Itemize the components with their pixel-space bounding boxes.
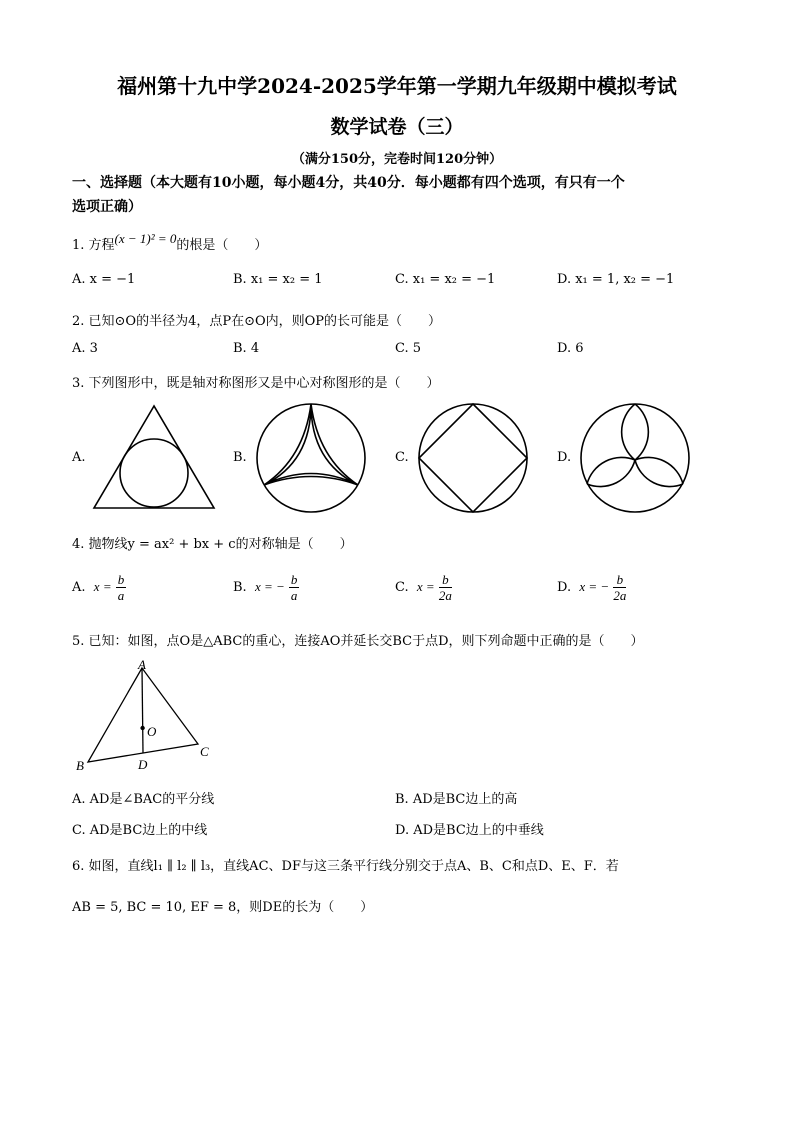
q1-equation: (x − 1)² = 0 (114, 231, 177, 246)
q4-option-a[interactable] (72, 572, 126, 603)
q3-figure-b-circle-curved-triangle (252, 400, 370, 516)
q1-option-b[interactable]: B. x₁ = x₂ = 1 (233, 272, 323, 287)
q1-option-c[interactable]: C. x₁ = x₂ = −1 (395, 272, 496, 287)
q2-option-c[interactable]: C. 5 (395, 341, 422, 356)
q5-label-d: D (138, 757, 148, 772)
question-1-stem (72, 231, 268, 253)
q2-option-d[interactable]: D. 6 (557, 341, 584, 356)
q4-b-numerator: b (290, 572, 298, 587)
q1-option-a[interactable]: A. x = −1 (72, 272, 136, 287)
q4-c-lhs: x = (416, 579, 435, 594)
q3-option-d-label[interactable]: D. (557, 450, 572, 465)
question-3-stem: 3. 下列图形中，既是轴对称图形又是中心对称图形的是（ ） (72, 376, 440, 391)
q4-a-label: A. (72, 580, 86, 595)
q5-option-a[interactable]: A. AD是∠BAC的平分线 (72, 792, 215, 807)
q5-figure-triangle-centroid (72, 656, 222, 776)
q4-d-label: D. (557, 580, 572, 595)
q4-c-label: C. (395, 580, 409, 595)
q3-option-c-label[interactable]: C. (395, 450, 409, 465)
q2-option-b[interactable]: B. 4 (233, 341, 260, 356)
q5-label-c: C (200, 744, 209, 759)
section-heading-line1: 一、选择题（本大题有10小题，每小题4分，共40分．每小题都有四个选项，有只有一个 (72, 175, 625, 191)
q4-option-d[interactable] (557, 572, 626, 603)
q4-d-lhs: x = − (579, 579, 610, 594)
q4-b-denominator: a (290, 588, 298, 603)
q3-option-b-label[interactable]: B. (233, 450, 247, 465)
q3-figure-a-triangle-incircle (90, 402, 220, 512)
q4-option-b[interactable] (233, 572, 299, 603)
q5-option-d[interactable]: D. AD是BC边上的中垂线 (395, 823, 544, 838)
q5-label-o: O (147, 724, 157, 739)
question-6-stem-line1: 6. 如图，直线l₁ ∥ l₂ ∥ l₃，直线AC、DF与这三条平行线分别交于点A、B、C和点D、E、F．若 (72, 859, 619, 874)
q5-option-c[interactable]: C. AD是BC边上的中线 (72, 823, 208, 838)
q3-option-a-label[interactable]: A. (72, 450, 86, 465)
q4-a-denominator: a (117, 588, 125, 603)
question-2-stem: 2. 已知⊙O的半径为4，点P在⊙O内，则OP的长可能是（ ） (72, 314, 442, 329)
question-5-stem: 5. 已知：如图，点O是△ABC的重心，连接AO并延长交BC于点D，则下列命题中正确的是（ ） (72, 634, 644, 649)
q5-option-b[interactable]: B. AD是BC边上的高 (395, 792, 518, 807)
q4-d-numerator: b (613, 572, 626, 588)
q2-option-a[interactable]: A. 3 (72, 341, 98, 356)
q4-option-c[interactable] (395, 572, 452, 603)
q5-label-a: A (138, 657, 146, 672)
page-title: 福州第十九中学2024-2025学年第一学期九年级期中模拟考试 (117, 74, 677, 98)
q3-figure-c-circle-inscribed-square (414, 400, 532, 516)
question-4-stem: 4. 抛物线y = ax² + bx + c的对称轴是（ ） (72, 537, 353, 552)
page-subtitle: 数学试卷（三） (330, 116, 464, 138)
q4-c-numerator: b (439, 572, 452, 588)
q3-figure-d-circle-three-arcs (576, 400, 694, 516)
q5-label-b: B (76, 758, 84, 773)
q4-b-lhs: x = − (254, 579, 285, 594)
q4-a-numerator: b (117, 572, 125, 587)
q4-d-denominator: 2a (613, 588, 627, 603)
section-heading-line2: 选项正确） (72, 199, 142, 215)
question-6-stem-line2: AB = 5, BC = 10, EF = 8，则DE的长为（ ） (72, 900, 374, 915)
q1-stem-prefix: 1. 方程 (72, 238, 115, 253)
q4-b-label: B. (233, 580, 247, 595)
q4-c-denominator: 2a (438, 588, 452, 603)
q1-stem-suffix: 的根是（ ） (176, 238, 268, 253)
q1-option-d[interactable]: D. x₁ = 1, x₂ = −1 (557, 272, 675, 287)
q4-a-lhs: x = (93, 579, 112, 594)
exam-note: （满分150分，完卷时间120分钟） (291, 152, 503, 167)
